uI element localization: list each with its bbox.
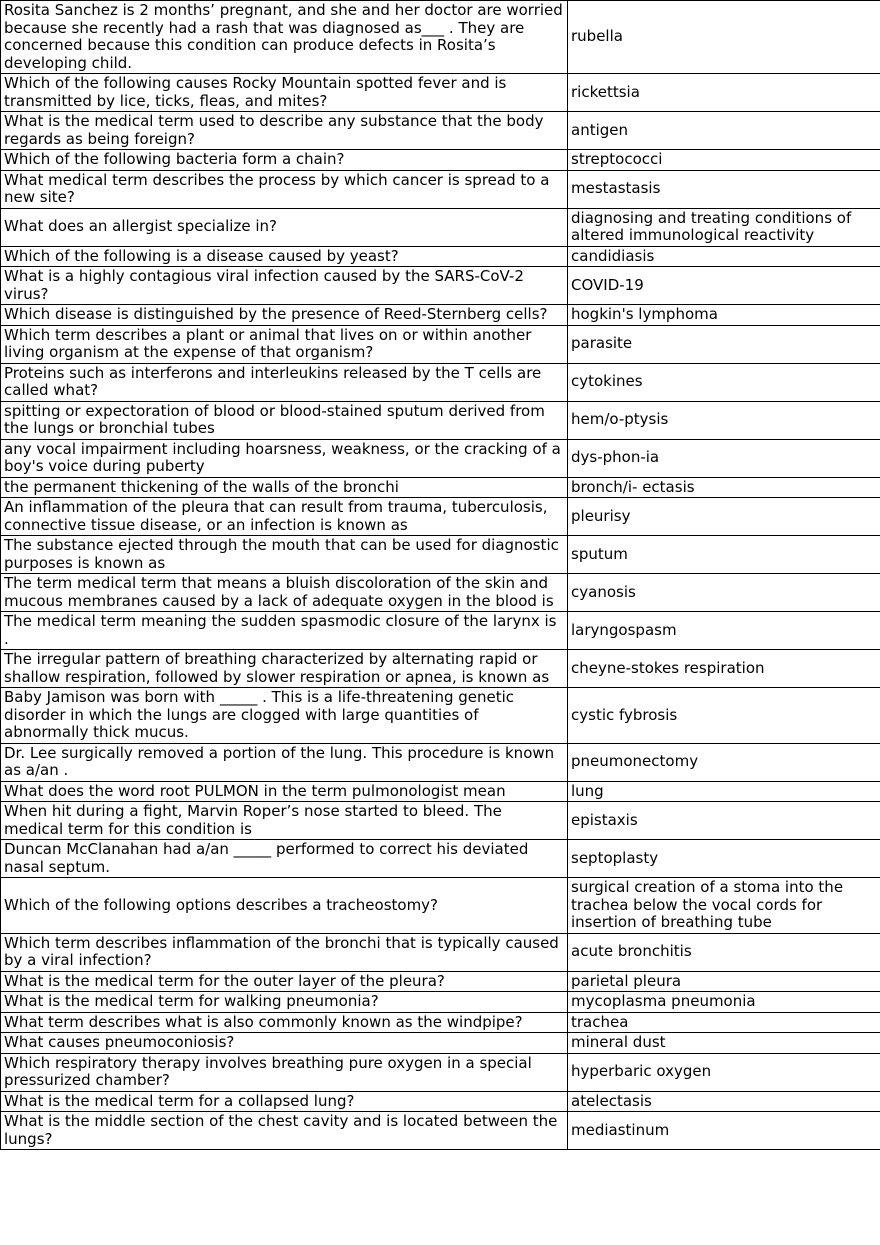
question-cell: What is the medical term for walking pneumonia? [1,992,568,1013]
question-cell: any vocal impairment including hoarsness, weakness, or the cracking of a boy's voice during puberty [1,439,568,477]
question-cell: Which term describes a plant or animal that lives on or within another living organism at the expense of that organism? [1,325,568,363]
table-row [1,1053,880,1091]
answer-cell: dys-phon-ia [568,439,880,477]
table-row [1,267,880,305]
table-row [1,363,880,401]
table-row [1,688,880,744]
qa-table-body [1,1,880,1150]
answer-cell: trachea [568,1012,880,1033]
answer-cell: cyanosis [568,574,880,612]
question-cell: Which of the following options describes a tracheostomy? [1,878,568,934]
answer-cell: mineral dust [568,1033,880,1054]
question-cell: What medical term describes the process by which cancer is spread to a new site? [1,170,568,208]
answer-cell: mycoplasma pneumonia [568,992,880,1013]
question-cell: Duncan McClanahan had a/an _____ performed to correct his deviated nasal septum. [1,840,568,878]
answer-cell: pneumonectomy [568,743,880,781]
table-row [1,781,880,802]
question-cell: Dr. Lee surgically removed a portion of the lung. This procedure is known as a/an . [1,743,568,781]
answer-cell: hyperbaric oxygen [568,1053,880,1091]
table-row [1,878,880,934]
question-cell: The term medical term that means a bluish discoloration of the skin and mucous membranes caused by a lack of adequate oxygen in the blood is [1,574,568,612]
table-row [1,498,880,536]
question-cell: Which of the following bacteria form a chain? [1,150,568,171]
answer-cell: sputum [568,536,880,574]
question-cell: What is the medical term for the outer layer of the pleura? [1,971,568,992]
table-row [1,536,880,574]
answer-cell: cystic fybrosis [568,688,880,744]
question-cell: What is the medical term for a collapsed lung? [1,1091,568,1112]
question-cell: Which term describes inflammation of the bronchi that is typically caused by a viral infection? [1,933,568,971]
table-row [1,150,880,171]
table-row [1,992,880,1013]
answer-cell: cheyne-stokes respiration [568,650,880,688]
answer-cell: cytokines [568,363,880,401]
table-row [1,743,880,781]
question-cell: What does the word root PULMON in the term pulmonologist mean [1,781,568,802]
question-cell: What is a highly contagious viral infection caused by the SARS-CoV-2 virus? [1,267,568,305]
table-row [1,325,880,363]
question-cell: What term describes what is also commonly known as the windpipe? [1,1012,568,1033]
answer-cell: rubella [568,1,880,74]
answer-cell: pleurisy [568,498,880,536]
question-cell: When hit during a fight, Marvin Roper’s nose started to bleed. The medical term for this condition is [1,802,568,840]
question-cell: Which of the following is a disease caused by yeast? [1,246,568,267]
table-row [1,74,880,112]
table-row [1,112,880,150]
question-cell: What does an allergist specialize in? [1,208,568,246]
answer-cell: streptococci [568,150,880,171]
answer-cell: rickettsia [568,74,880,112]
answer-cell: mediastinum [568,1112,880,1150]
table-row [1,305,880,326]
table-row [1,971,880,992]
table-row [1,246,880,267]
question-cell: spitting or expectoration of blood or blood-stained sputum derived from the lungs or bronchial tubes [1,401,568,439]
answer-cell: parasite [568,325,880,363]
table-row [1,1,880,74]
answer-cell: septoplasty [568,840,880,878]
answer-cell: lung [568,781,880,802]
table-row [1,170,880,208]
question-cell: Baby Jamison was born with _____ . This is a life-threatening genetic disorder in which the lungs are clogged with large quantities of abnormally thick mucus. [1,688,568,744]
question-cell: The irregular pattern of breathing characterized by alternating rapid or shallow respiration, followed by slower respiration or apnea, is known as [1,650,568,688]
table-row [1,1012,880,1033]
answer-cell: mestastasis [568,170,880,208]
table-row [1,439,880,477]
question-cell: Which of the following causes Rocky Mountain spotted fever and is transmitted by lice, ticks, fleas, and mites? [1,74,568,112]
table-row [1,612,880,650]
answer-cell: surgical creation of a stoma into the trachea below the vocal cords for insertion of breathing tube [568,878,880,934]
question-cell: An inflammation of the pleura that can result from trauma, tuberculosis, connective tissue disease, or an infection is known as [1,498,568,536]
question-cell: Rosita Sanchez is 2 months’ pregnant, and she and her doctor are worried because she recently had a rash that was diagnosed as___ . They are concerned because this condition can produce defects in Rosita’s developing child. [1,1,568,74]
question-cell: Which disease is distinguished by the presence of Reed-Sternberg cells? [1,305,568,326]
answer-cell: hogkin's lymphoma [568,305,880,326]
answer-cell: hem/o-ptysis [568,401,880,439]
question-cell: Proteins such as interferons and interleukins released by the T cells are called what? [1,363,568,401]
answer-cell: COVID-19 [568,267,880,305]
question-cell: What is the medical term used to describe any substance that the body regards as being foreign? [1,112,568,150]
table-row [1,1112,880,1150]
answer-cell: epistaxis [568,802,880,840]
table-row [1,840,880,878]
table-row [1,574,880,612]
table-row [1,477,880,498]
answer-cell: parietal pleura [568,971,880,992]
table-row [1,208,880,246]
table-row [1,802,880,840]
question-cell: The medical term meaning the sudden spasmodic closure of the larynx is . [1,612,568,650]
answer-cell: antigen [568,112,880,150]
question-cell: What is the middle section of the chest cavity and is located between the lungs? [1,1112,568,1150]
table-row [1,1033,880,1054]
question-cell: Which respiratory therapy involves breathing pure oxygen in a special pressurized chamber? [1,1053,568,1091]
table-row [1,401,880,439]
question-cell: The substance ejected through the mouth that can be used for diagnostic purposes is known as [1,536,568,574]
table-row [1,933,880,971]
answer-cell: laryngospasm [568,612,880,650]
question-cell: the permanent thickening of the walls of the bronchi [1,477,568,498]
answer-cell: bronch/i- ectasis [568,477,880,498]
table-row [1,1091,880,1112]
answer-cell: diagnosing and treating conditions of altered immunological reactivity [568,208,880,246]
answer-cell: acute bronchitis [568,933,880,971]
answer-cell: candidiasis [568,246,880,267]
question-cell: What causes pneumoconiosis? [1,1033,568,1054]
answer-cell: atelectasis [568,1091,880,1112]
table-row [1,650,880,688]
